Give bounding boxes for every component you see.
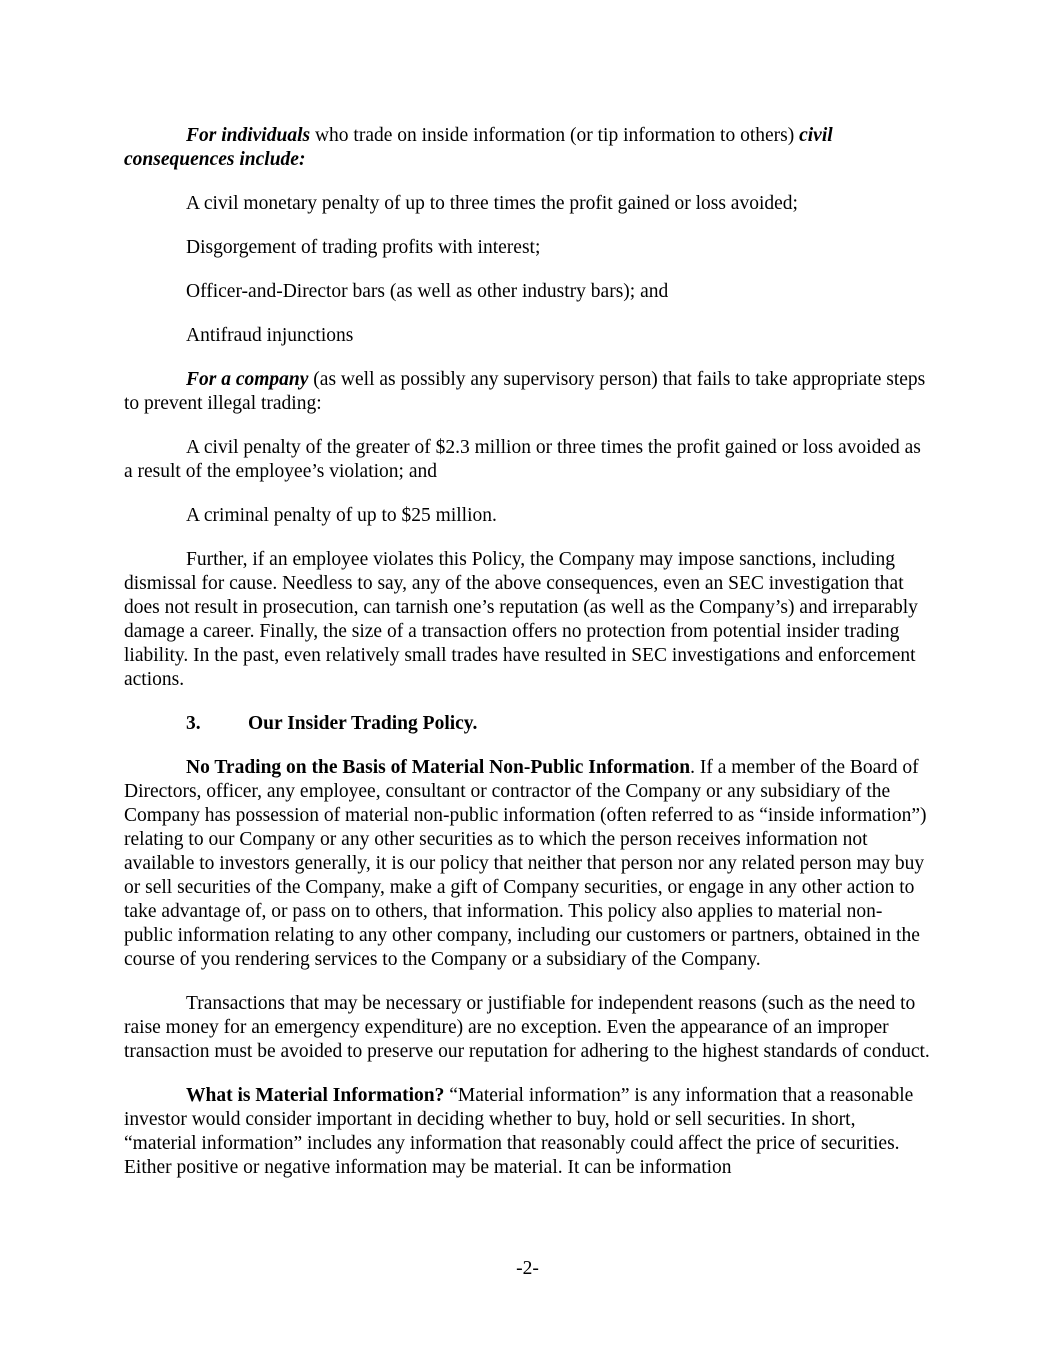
document-page <box>124 124 930 1200</box>
individual-consequence-item: Officer-and-Director bars (as well as other industry bars); and <box>186 281 669 302</box>
material-information-text: “Material information” is any information that a reasonable investor would consider important in deciding whether to buy, hold or sell securities. In short, “material information” includes any information that reasonably could affect the price of securities. Either positive or negative information may be material. It can be information <box>124 1085 914 1178</box>
for-a-company-label: For a company <box>186 369 309 390</box>
transactions-paragraph: Transactions that may be necessary or justifiable for independent reasons (such as the need to raise money for an emergency expenditure) are no exception. Even the appearance of an improper transaction must be avoided to preserve our reputation for adhering to the highest standards of conduct. <box>124 993 930 1062</box>
no-trading-heading: No Trading on the Basis of Material Non-Public Information <box>186 757 691 778</box>
section-heading <box>124 712 930 736</box>
civil-consequences-label: civil consequences include: <box>124 125 833 170</box>
civil-consequences-individuals-intro <box>124 124 930 172</box>
for-individuals-text: who trade on inside information (or tip information to others) <box>310 125 800 146</box>
material-information-heading: What is Material Information? <box>186 1085 445 1106</box>
individual-consequence-item: Antifraud injunctions <box>186 325 354 346</box>
no-trading-paragraph <box>124 756 930 972</box>
section-title: Our Insider Trading Policy. <box>248 713 478 734</box>
for-a-company-text: (as well as possibly any supervisory person) that fails to take appropriate steps to prevent illegal trading: <box>124 369 926 414</box>
for-individuals-label: For individuals <box>186 125 311 146</box>
section-number: 3. <box>186 713 201 734</box>
further-sanctions-paragraph: Further, if an employee violates this Policy, the Company may impose sanctions, including dismissal for cause. Needless to say, any of the above consequences, even an SEC investigation that does not result in prosecution, can tarnish one’s reputation (as well as the Company’s) and irreparably damage a career. Finally, the size of a transaction offers no protection from potential insider trading liability. In the past, even relatively small trades have resulted in SEC investigations and enforcement actions. <box>124 549 918 690</box>
company-consequences-intro <box>124 368 930 416</box>
individual-consequence-item: A civil monetary penalty of up to three times the profit gained or loss avoided; <box>186 193 798 214</box>
company-consequence-item: A criminal penalty of up to $25 million. <box>186 505 497 526</box>
material-information-paragraph <box>124 1084 930 1180</box>
page-number: -2- <box>516 1258 539 1279</box>
no-trading-text: . If a member of the Board of Directors, officer, any employee, consultant or contractor of the Company or any subsidiary of the Company has possession of material non-public information (often referred to as “inside information”) relating to our Company or any other securities as to which the person receives information not available to investors generally, it is our policy that neither that person nor any related person may buy or sell securities of the Company, make a gift of Company securities, or engage in any other action to take advantage of, or pass on to others, that information. This policy also applies to material non-public information relating to any other company, including our customers or partners, obtained in the course of you rendering services to the Company or a subsidiary of the Company. <box>124 757 927 970</box>
individual-consequence-item: Disgorgement of trading profits with interest; <box>186 237 541 258</box>
company-consequence-item: A civil penalty of the greater of $2.3 million or three times the profit gained or loss avoided as a result of the employee’s violation; and <box>124 437 921 482</box>
